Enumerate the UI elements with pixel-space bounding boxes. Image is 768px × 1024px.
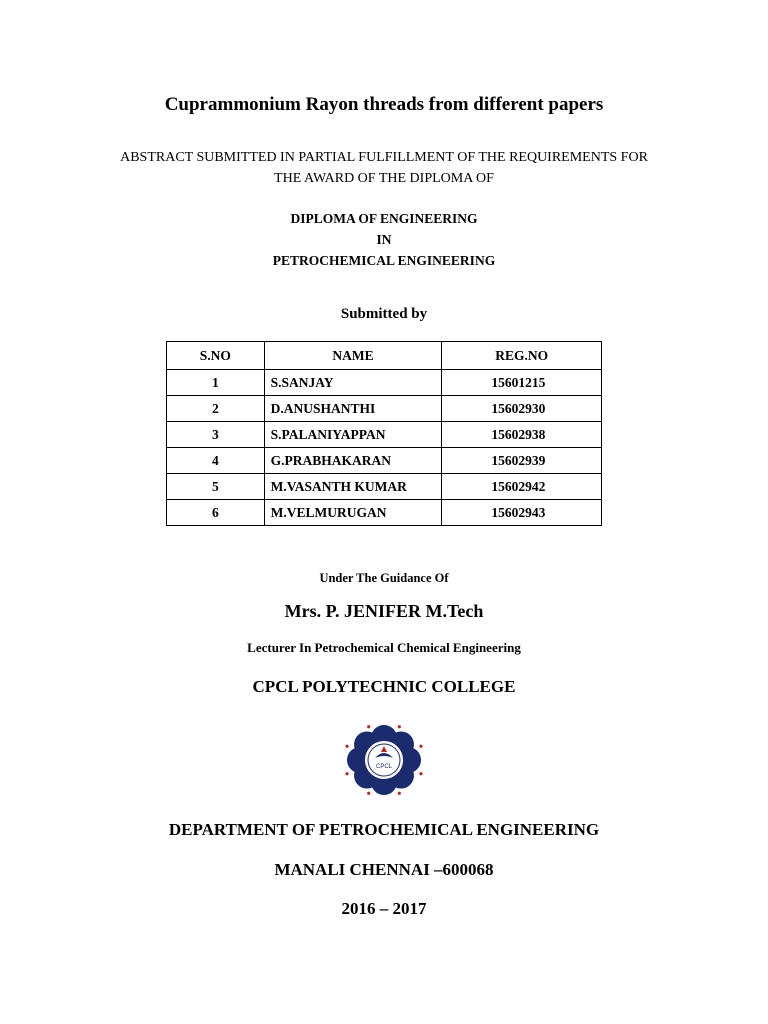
table-header-row [167, 342, 602, 370]
guidance-label: Under The Guidance Of [319, 571, 449, 585]
header-sno: S.NO [167, 342, 265, 370]
cell-name: M.VELMURUGAN [264, 500, 442, 526]
cell-name: S.SANJAY [264, 370, 442, 396]
cell-sno: 1 [167, 370, 265, 396]
emblem-accent-dot [345, 745, 348, 748]
cell-regno: 15602939 [442, 448, 602, 474]
cell-sno: 2 [167, 396, 265, 422]
diploma-line-3: PETROCHEMICAL ENGINEERING [272, 253, 496, 268]
table-row [167, 396, 602, 422]
city-address: MANALI CHENNAI –600068 [274, 860, 494, 879]
table-row [167, 422, 602, 448]
table-row [167, 474, 602, 500]
college-emblem-icon [331, 718, 437, 802]
department-name: DEPARTMENT OF PETROCHEMICAL ENGINEERING [168, 820, 600, 839]
emblem-accent-dot [367, 792, 370, 795]
cell-regno: 15602938 [442, 422, 602, 448]
emblem-accent-dot [398, 725, 401, 728]
abstract-line-1: ABSTRACT SUBMITTED IN PARTIAL FULFILLMENT OF THE REQUIREMENTS FOR [120, 150, 648, 165]
cell-regno: 15602930 [442, 396, 602, 422]
cell-name: G.PRABHAKARAN [264, 448, 442, 474]
cell-name: S.PALANIYAPPAN [264, 422, 442, 448]
table-row [167, 448, 602, 474]
students-table [166, 341, 602, 526]
submitted-by-label: Submitted by [340, 306, 428, 322]
emblem-accent-dot [345, 772, 348, 775]
diploma-line-1: DIPLOMA OF ENGINEERING [290, 211, 478, 226]
cell-sno: 4 [167, 448, 265, 474]
cell-name: M.VASANTH KUMAR [264, 474, 442, 500]
logo-text: CPCL [375, 764, 393, 770]
emblem-accent-dot [367, 725, 370, 728]
cell-name: D.ANUSHANTHI [264, 396, 442, 422]
diploma-line-2: IN [376, 232, 392, 247]
cell-sno: 5 [167, 474, 265, 500]
emblem-accent-dot [398, 792, 401, 795]
document-title: Cuprammonium Rayon threads from different papers [164, 94, 604, 115]
table-row [167, 370, 602, 396]
abstract-statement [0, 147, 768, 189]
diploma-heading [0, 208, 768, 271]
emblem-accent-dot [419, 745, 422, 748]
emblem-accent-dot [419, 772, 422, 775]
cell-regno: 15602943 [442, 500, 602, 526]
academic-years: 2016 – 2017 [341, 899, 427, 918]
cell-sno: 6 [167, 500, 265, 526]
guide-role: Lecturer In Petrochemical Chemical Engineering [247, 640, 521, 655]
cell-sno: 3 [167, 422, 265, 448]
header-name: NAME [264, 342, 442, 370]
table-row [167, 500, 602, 526]
guide-name: Mrs. P. JENIFER M.Tech [284, 601, 484, 621]
header-regno: REG.NO [442, 342, 602, 370]
cell-regno: 15602942 [442, 474, 602, 500]
cell-regno: 15601215 [442, 370, 602, 396]
abstract-line-2: THE AWARD OF THE DIPLOMA OF [274, 171, 494, 186]
college-name: CPCL POLYTECHNIC COLLEGE [252, 677, 516, 696]
